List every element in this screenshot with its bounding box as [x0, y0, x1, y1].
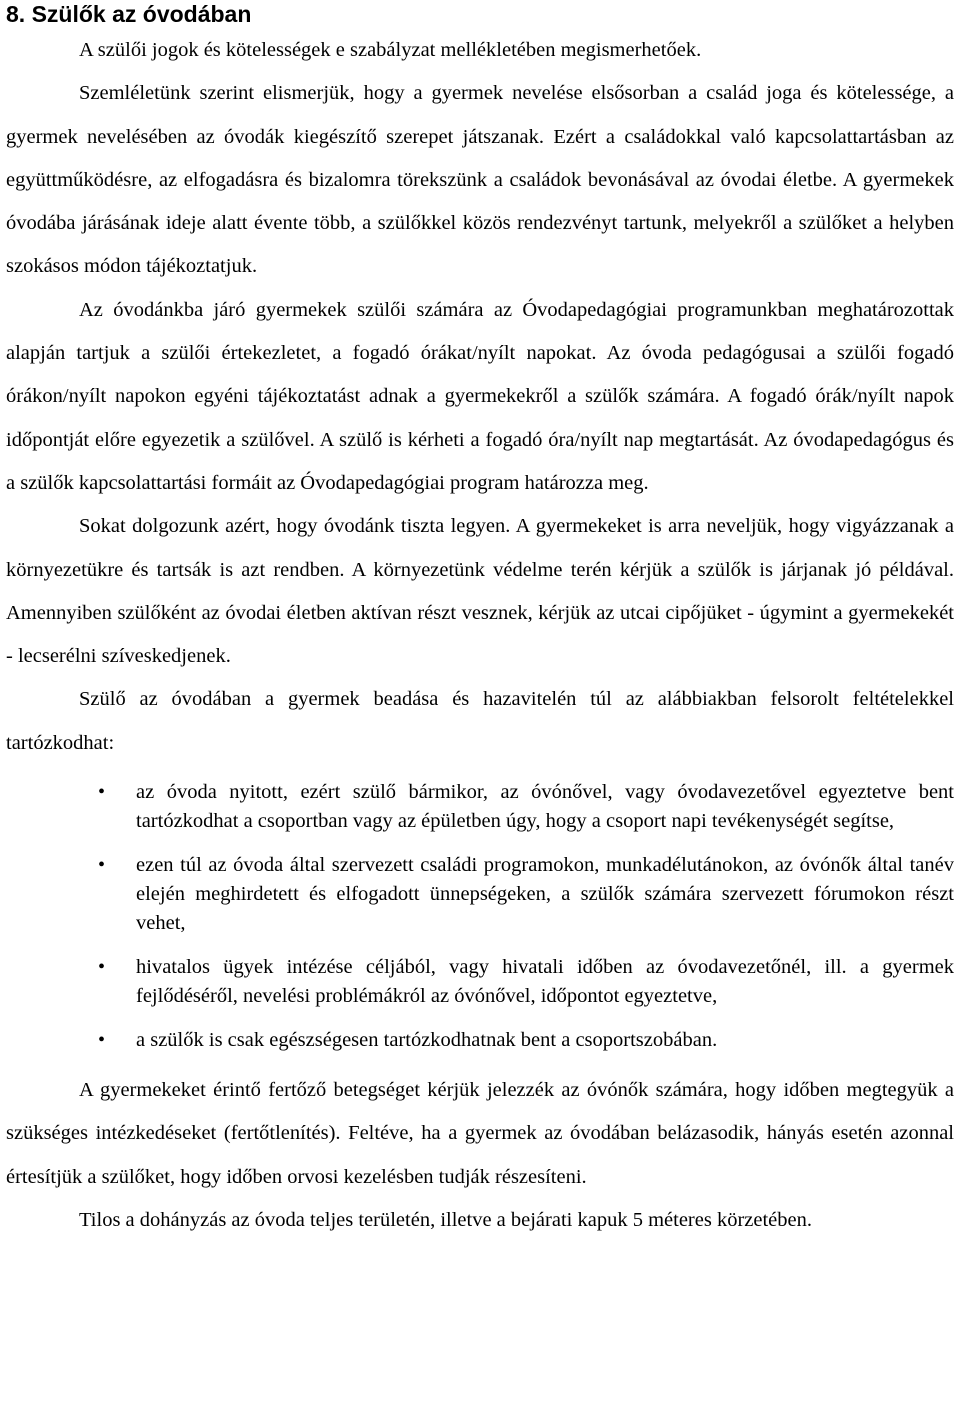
paragraph-family-cooperation: Szemléletünk szerint elismerjük, hogy a gyermek nevelése elsősorban a család joga és kötelessége, a gyermek nevelésében az óvodák kiegészítő szerepet játszanak. Ezért a családokkal való kapcsolattartásban az együttműködésre, az elfogadásra és bizalomra törekszünk a családok bevonásával az óvodai életbe. A gyermekek óvodába járásának ideje alatt évente több, a szülőkkel közös rendezvényt tartunk, melyekről a szülőket a helyben szokásos módon tájékoztatjuk.	[6, 82, 954, 278]
list-item	[6, 778, 954, 836]
list-item-text: az óvoda nyitott, ezért szülő bármikor, az óvónővel, vagy óvodavezetővel egyeztetve bent tartózkodhat a csoportban vagy az épületben úgy, hogy a csoport napi tevékenységét segítse,	[136, 781, 954, 833]
document-page	[6, 0, 954, 1242]
list-item-text: a szülők is csak egészségesen tartózkodhatnak bent a csoportszobában.	[136, 1029, 718, 1052]
bullet-icon: •	[98, 1029, 106, 1052]
list-item	[6, 953, 954, 1011]
list-item-text: hivatalos ügyek intézése céljából, vagy hivatali időben az óvodavezetőnél, ill. a gyermek fejlődéséről, nevelési problémákról az óvónővel, időpontot egyeztetve,	[136, 956, 954, 1008]
paragraph-illness: A gyermekeket érintő fertőző betegséget kérjük jelezzék az óvónők számára, hogy időben megtegyük a szükséges intézkedéseket (fertőtlenítés). Feltéve, ha a gyermek az óvodában belázasodik, hányás esetén azonnal értesítjük a szülőket, hogy időben orvosi kezelésben tudják részesíteni.	[6, 1079, 954, 1188]
list-item-text: ezen túl az óvoda által szervezett családi programokon, munkadélutánokon, az óvónők által tanév elején meghirdetett és elfogadott ünnepségeken, a szülők számára szervezett fórumokon részt vehet,	[136, 854, 954, 935]
paragraph-cleanliness: Sokat dolgozunk azért, hogy óvodánk tiszta legyen. A gyermekeket is arra neveljük, hogy vigyázzanak a környezetükre és tartsák is azt rendben. A környezetünk védelme terén kérjük a szülők is járjanak jó példával. Amennyiben szülőként az óvodai életben aktívan részt vesznek, kérjük az utcai cipőjüket - úgymint a gyermekekét - lecserélni szíveskedjenek.	[6, 515, 954, 668]
paragraph-presence-conditions: Szülő az óvodában a gyermek beadása és hazavitelén túl az alábbiakban felsorolt feltételekkel tartózkodhat:	[6, 688, 954, 754]
conditions-list	[6, 778, 954, 1055]
bullet-icon: •	[98, 956, 106, 979]
paragraph-parent-meetings: Az óvodánkba járó gyermekek szülői számára az Óvodapedagógiai programunkban meghatározottak alapján tartjuk a szülői értekezletet, a fogadó órákat/nyílt napokat. Az óvoda pedagógusai a szülői fogadó órákon/nyílt napokon egyéni tájékoztatást adnak a gyermekekről a szülők számára. A fogadó órák/nyílt napok időpontját előre egyezetik a szülővel. A szülő is kérheti a fogadó óra/nyílt nap megtartását. Az óvodapedagógus és a szülők kapcsolattartási formáit az Óvodapedagógiai program határozza meg.	[6, 298, 954, 494]
paragraph-smoking-ban: Tilos a dohányzás az óvoda teljes területén, illetve a bejárati kapuk 5 méteres körzetében.	[79, 1208, 812, 1231]
paragraph-parental-rights: A szülői jogok és kötelességek e szabályzat mellékletében megismerhetőek.	[79, 39, 702, 61]
bullet-icon: •	[98, 854, 106, 877]
bullet-icon: •	[98, 781, 106, 804]
list-item	[6, 1026, 954, 1055]
list-item	[6, 851, 954, 938]
section-heading: 8. Szülők az óvodában	[6, 1, 252, 27]
